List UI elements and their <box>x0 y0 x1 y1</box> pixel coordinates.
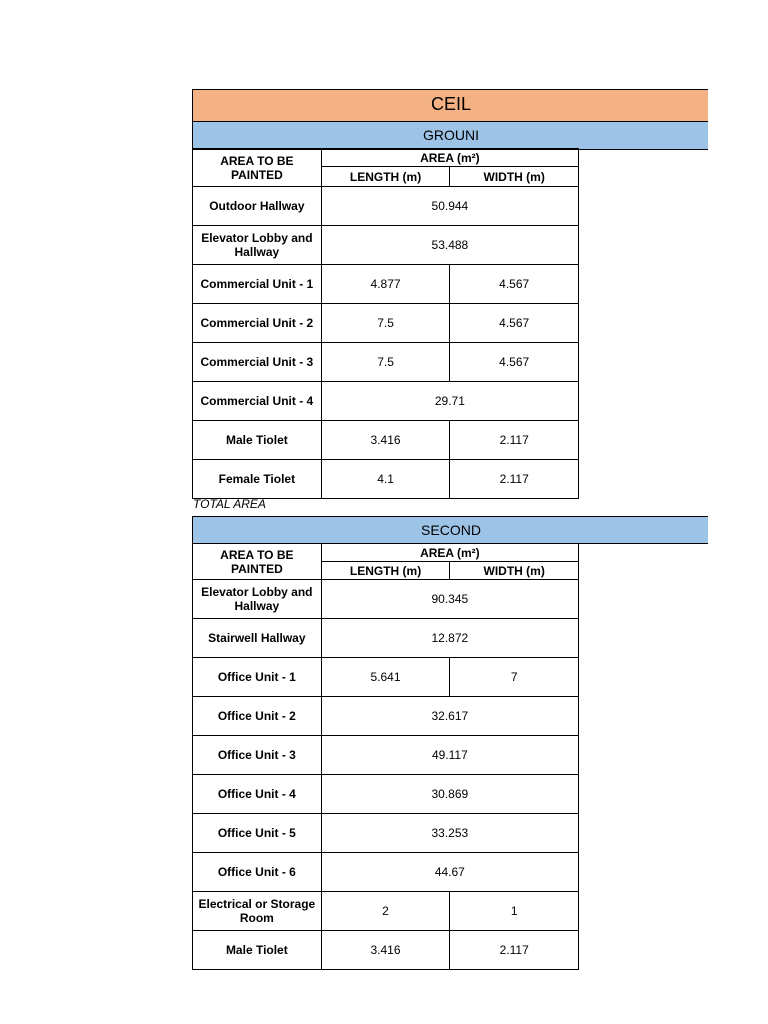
width-value-cell: 2.117 <box>450 421 579 460</box>
ground-floor-rows <box>193 187 579 499</box>
area-value-cell: 30.869 <box>321 775 578 814</box>
total-area-label: TOTAL AREA <box>193 497 266 511</box>
length-value-cell: 4.1 <box>321 460 450 499</box>
area-header: AREA (m²) <box>321 544 578 562</box>
width-value-cell: 2.117 <box>450 931 579 970</box>
area-name-cell: Elevator Lobby and Hallway <box>193 580 322 619</box>
table-row <box>193 460 579 499</box>
area-name-cell: Male Tiolet <box>193 421 322 460</box>
area-name-cell: Outdoor Hallway <box>193 187 322 226</box>
table-row <box>193 814 579 853</box>
area-name-cell: Electrical or Storage Room <box>193 892 322 931</box>
width-value-cell: 4.567 <box>450 265 579 304</box>
table-row <box>193 619 579 658</box>
area-value-cell: 53.488 <box>321 226 578 265</box>
area-name-cell: Commercial Unit - 2 <box>193 304 322 343</box>
width-value-cell: 1 <box>450 892 579 931</box>
length-value-cell: 7.5 <box>321 304 450 343</box>
length-value-cell: 5.641 <box>321 658 450 697</box>
length-value-cell: 2 <box>321 892 450 931</box>
length-value-cell: 7.5 <box>321 343 450 382</box>
second-floor-table <box>192 543 579 970</box>
area-name-cell: Elevator Lobby and Hallway <box>193 226 322 265</box>
second-floor-band <box>192 516 708 544</box>
table-row <box>193 187 579 226</box>
length-value-cell: 3.416 <box>321 421 450 460</box>
area-value-cell: 90.345 <box>321 580 578 619</box>
area-value-cell: 32.617 <box>321 697 578 736</box>
area-name-cell: Commercial Unit - 3 <box>193 343 322 382</box>
area-value-cell: 33.253 <box>321 814 578 853</box>
second-floor-label: SECOND <box>421 522 481 538</box>
area-value-cell: 49.117 <box>321 736 578 775</box>
area-name-cell: Office Unit - 4 <box>193 775 322 814</box>
table-row <box>193 736 579 775</box>
area-value-cell: 29.71 <box>321 382 578 421</box>
table-row <box>193 343 579 382</box>
area-value-cell: 50.944 <box>321 187 578 226</box>
table-row <box>193 931 579 970</box>
area-name-cell: Office Unit - 6 <box>193 853 322 892</box>
length-value-cell: 3.416 <box>321 931 450 970</box>
table-row <box>193 697 579 736</box>
area-name-cell: Female Tiolet <box>193 460 322 499</box>
width-header: WIDTH (m) <box>450 562 579 580</box>
table-row <box>193 304 579 343</box>
sheet-title: CEIL <box>430 94 472 114</box>
table-row <box>193 265 579 304</box>
ground-floor-label: GROUNI <box>423 127 479 143</box>
table-row <box>193 658 579 697</box>
area-value-cell: 44.67 <box>321 853 578 892</box>
area-name-cell: Male Tiolet <box>193 931 322 970</box>
area-column-header: AREA TO BE PAINTED <box>193 149 322 187</box>
width-value-cell: 4.567 <box>450 343 579 382</box>
area-name-cell: Commercial Unit - 1 <box>193 265 322 304</box>
second-floor-rows <box>193 580 579 970</box>
area-name-cell: Office Unit - 3 <box>193 736 322 775</box>
ground-floor-band <box>192 122 708 150</box>
table-row <box>193 421 579 460</box>
width-header: WIDTH (m) <box>450 167 579 187</box>
area-name-cell: Stairwell Hallway <box>193 619 322 658</box>
table-row <box>193 775 579 814</box>
width-value-cell: 2.117 <box>450 460 579 499</box>
area-name-cell: Office Unit - 2 <box>193 697 322 736</box>
area-name-cell: Commercial Unit - 4 <box>193 382 322 421</box>
table-row <box>193 580 579 619</box>
width-value-cell: 4.567 <box>450 304 579 343</box>
width-value-cell: 7 <box>450 658 579 697</box>
table-row <box>193 226 579 265</box>
area-name-cell: Office Unit - 1 <box>193 658 322 697</box>
length-header: LENGTH (m) <box>321 562 450 580</box>
area-column-header: AREA TO BE PAINTED <box>193 544 322 580</box>
ground-floor-table <box>192 148 579 499</box>
length-header: LENGTH (m) <box>321 167 450 187</box>
area-name-cell: Office Unit - 5 <box>193 814 322 853</box>
table-row <box>193 892 579 931</box>
length-value-cell: 4.877 <box>321 265 450 304</box>
area-header: AREA (m²) <box>321 149 578 167</box>
sheet-title-band <box>192 89 708 122</box>
table-row <box>193 382 579 421</box>
area-value-cell: 12.872 <box>321 619 578 658</box>
table-row <box>193 853 579 892</box>
